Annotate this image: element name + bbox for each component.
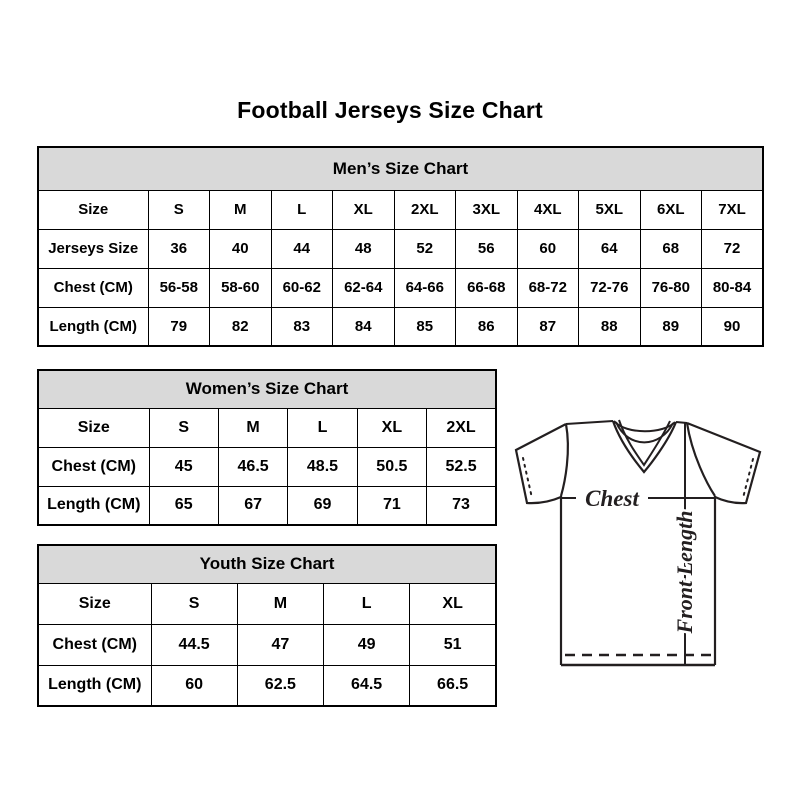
row-label-cell: Length (CM) xyxy=(38,307,148,346)
size-value-cell: 89 xyxy=(640,307,702,346)
table-row xyxy=(38,268,763,307)
size-value-cell: 44 xyxy=(271,229,333,268)
table-row xyxy=(38,408,496,447)
table-row xyxy=(38,307,763,346)
right-armhole-seam xyxy=(687,423,715,496)
size-value-cell: 46.5 xyxy=(218,447,287,486)
table-row xyxy=(38,624,496,665)
size-value-cell: 2XL xyxy=(394,190,456,229)
size-value-cell: 72 xyxy=(702,229,764,268)
size-value-cell: 44.5 xyxy=(151,624,237,665)
womens-size-table xyxy=(37,369,497,526)
jersey-measurement-diagram xyxy=(508,410,764,672)
womens-table-title: Women’s Size Chart xyxy=(38,370,496,408)
size-value-cell: M xyxy=(218,408,287,447)
size-value-cell: 45 xyxy=(149,447,218,486)
size-value-cell: 79 xyxy=(148,307,210,346)
table-header-row xyxy=(38,370,496,408)
size-value-cell: 47 xyxy=(237,624,323,665)
size-value-cell: 7XL xyxy=(702,190,764,229)
size-value-cell: 68-72 xyxy=(517,268,579,307)
size-value-cell: 90 xyxy=(702,307,764,346)
mens-table-body xyxy=(38,190,763,346)
size-value-cell: 73 xyxy=(427,486,496,525)
size-value-cell: XL xyxy=(333,190,395,229)
youth-size-table xyxy=(37,544,497,707)
row-label-cell: Chest (CM) xyxy=(38,268,148,307)
size-value-cell: S xyxy=(148,190,210,229)
size-value-cell: 40 xyxy=(210,229,272,268)
size-value-cell: 85 xyxy=(394,307,456,346)
size-value-cell: 82 xyxy=(210,307,272,346)
size-value-cell: 58-60 xyxy=(210,268,272,307)
size-value-cell: 5XL xyxy=(579,190,641,229)
size-value-cell: 80-84 xyxy=(702,268,764,307)
size-value-cell: 60 xyxy=(517,229,579,268)
size-value-cell: 67 xyxy=(218,486,287,525)
size-value-cell: M xyxy=(237,583,323,624)
size-value-cell: 48.5 xyxy=(288,447,357,486)
left-armhole-seam xyxy=(561,424,568,496)
page-title: Football Jerseys Size Chart xyxy=(237,97,543,123)
size-value-cell: 60-62 xyxy=(271,268,333,307)
table-row xyxy=(38,229,763,268)
table-row xyxy=(38,447,496,486)
table-row xyxy=(38,665,496,706)
size-value-cell: 68 xyxy=(640,229,702,268)
size-value-cell: 65 xyxy=(149,486,218,525)
size-value-cell: 50.5 xyxy=(357,447,426,486)
size-value-cell: 66-68 xyxy=(456,268,518,307)
row-label-cell: Size xyxy=(38,408,149,447)
table-row xyxy=(38,583,496,624)
size-value-cell: L xyxy=(324,583,410,624)
size-value-cell: 83 xyxy=(271,307,333,346)
size-value-cell: XL xyxy=(357,408,426,447)
row-label-cell: Length (CM) xyxy=(38,486,149,525)
table-row xyxy=(38,190,763,229)
size-value-cell: 87 xyxy=(517,307,579,346)
size-value-cell: L xyxy=(288,408,357,447)
table-row xyxy=(38,486,496,525)
left-sleeve-outline xyxy=(516,424,566,503)
size-value-cell: 76-80 xyxy=(640,268,702,307)
size-value-cell: 62-64 xyxy=(333,268,395,307)
row-label-cell: Length (CM) xyxy=(38,665,151,706)
row-label-cell: Size xyxy=(38,190,148,229)
youth-table-body xyxy=(38,583,496,706)
size-value-cell: S xyxy=(149,408,218,447)
size-value-cell: 48 xyxy=(333,229,395,268)
mens-table-title: Men’s Size Chart xyxy=(38,147,763,190)
size-value-cell: 60 xyxy=(151,665,237,706)
size-value-cell: 64-66 xyxy=(394,268,456,307)
size-value-cell: XL xyxy=(410,583,496,624)
row-label-cell: Chest (CM) xyxy=(38,624,151,665)
row-label-cell: Size xyxy=(38,583,151,624)
size-value-cell: 64 xyxy=(579,229,641,268)
size-value-cell: 6XL xyxy=(640,190,702,229)
table-header-row xyxy=(38,147,763,190)
chest-label: Chest xyxy=(585,486,639,511)
size-value-cell: 88 xyxy=(579,307,641,346)
size-value-cell: 4XL xyxy=(517,190,579,229)
table-header-row xyxy=(38,545,496,583)
mens-size-table xyxy=(37,146,764,347)
size-value-cell: 51 xyxy=(410,624,496,665)
size-value-cell: 66.5 xyxy=(410,665,496,706)
size-value-cell: 71 xyxy=(357,486,426,525)
size-value-cell: 69 xyxy=(288,486,357,525)
row-label-cell: Chest (CM) xyxy=(38,447,149,486)
size-value-cell: 3XL xyxy=(456,190,518,229)
womens-table-body xyxy=(38,408,496,525)
size-value-cell: S xyxy=(151,583,237,624)
size-value-cell: 64.5 xyxy=(324,665,410,706)
size-value-cell: 86 xyxy=(456,307,518,346)
size-value-cell: 56-58 xyxy=(148,268,210,307)
size-value-cell: L xyxy=(271,190,333,229)
size-value-cell: 52 xyxy=(394,229,456,268)
size-value-cell: 84 xyxy=(333,307,395,346)
jersey-left-shoulder-line xyxy=(566,421,613,424)
size-value-cell: 49 xyxy=(324,624,410,665)
youth-table-title: Youth Size Chart xyxy=(38,545,496,583)
front-length-label: Front Length xyxy=(672,510,697,634)
size-value-cell: 2XL xyxy=(427,408,496,447)
jersey-right-shoulder-line xyxy=(676,422,687,423)
size-value-cell: 36 xyxy=(148,229,210,268)
size-value-cell: M xyxy=(210,190,272,229)
size-value-cell: 62.5 xyxy=(237,665,323,706)
size-value-cell: 52.5 xyxy=(427,447,496,486)
row-label-cell: Jerseys Size xyxy=(38,229,148,268)
size-value-cell: 72-76 xyxy=(579,268,641,307)
size-value-cell: 56 xyxy=(456,229,518,268)
